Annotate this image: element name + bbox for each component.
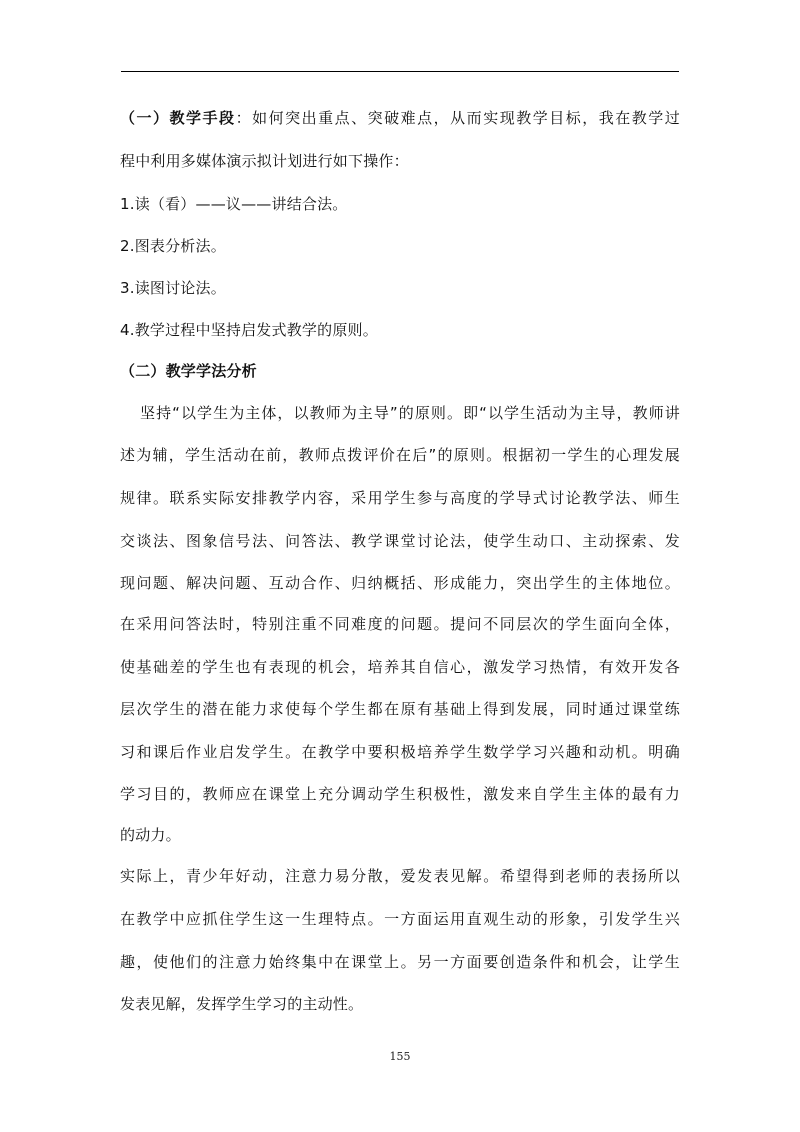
paragraph1-line: 学习目的，教师应在课堂上充分调动学生积极性，激发来自学生主体的最有力 <box>120 785 680 803</box>
paragraph2-line: 趣，使他们的注意力始终集中在课堂上。另一方面要创造条件和机会，让学生 <box>120 953 680 971</box>
header-rule <box>121 71 679 72</box>
paragraph1-line: 的动力。 <box>120 826 181 844</box>
paragraph1-line: 习和课后作业启发学生。在教学中要积极培养学生数学学习兴趣和动机。明确 <box>120 743 680 761</box>
method-item-2: 2.图表分析法。 <box>120 237 226 255</box>
section2-heading: （二）教学学法分析 <box>120 362 257 380</box>
paragraph1-line: 述为辅，学生活动在前，教师点拨评价在后”的原则。根据初一学生的心理发展 <box>120 446 680 464</box>
section1-intro-line2: 程中利用多媒体演示拟计划进行如下操作： <box>120 152 409 170</box>
method-item-4: 4.教学过程中坚持启发式教学的原则。 <box>120 321 378 339</box>
page-number: 155 <box>389 1050 411 1063</box>
paragraph2-line: 实际上，青少年好动，注意力易分散，爱发表见解。希望得到老师的表扬所以 <box>120 867 680 885</box>
paragraph2-line: 在教学中应抓住学生这一生理特点。一方面运用直观生动的形象，引发学生兴 <box>120 910 680 928</box>
paragraph1-line: 坚持“以学生为主体，以教师为主导”的原则。即“以学生活动为主导，教师讲 <box>140 404 680 422</box>
paragraph1-line: 在采用问答法时，特别注重不同难度的问题。提问不同层次的学生面向全体， <box>120 615 680 633</box>
method-item-1: 1.读（看）——议——讲结合法。 <box>120 195 348 213</box>
section1-intro-text: ：如何突出重点、突破难点，从而实现教学目标，我在教学过 <box>235 109 680 127</box>
paragraph1-line: 层次学生的潜在能力求使每个学生都在原有基础上得到发展，同时通过课堂练 <box>120 700 680 718</box>
paragraph1-line: 现问题、解决问题、互动合作、归纳概括、形成能力，突出学生的主体地位。 <box>120 574 680 592</box>
paragraph1-line: 交谈法、图象信号法、问答法、教学课堂讨论法，使学生动口、主动探索、发 <box>120 532 680 550</box>
paragraph1-line: 规律。联系实际安排教学内容，采用学生参与高度的学导式讨论教学法、师生 <box>120 489 680 507</box>
paragraph2-line: 发表见解，发挥学生学习的主动性。 <box>120 995 364 1013</box>
section1-first-line <box>120 107 680 129</box>
method-item-3: 3.读图讨论法。 <box>120 279 226 297</box>
section1-heading: （一）教学手段 <box>120 109 236 127</box>
paragraph1-line: 使基础差的学生也有表现的机会，培养其自信心，激发学习热情，有效开发各 <box>120 658 680 676</box>
